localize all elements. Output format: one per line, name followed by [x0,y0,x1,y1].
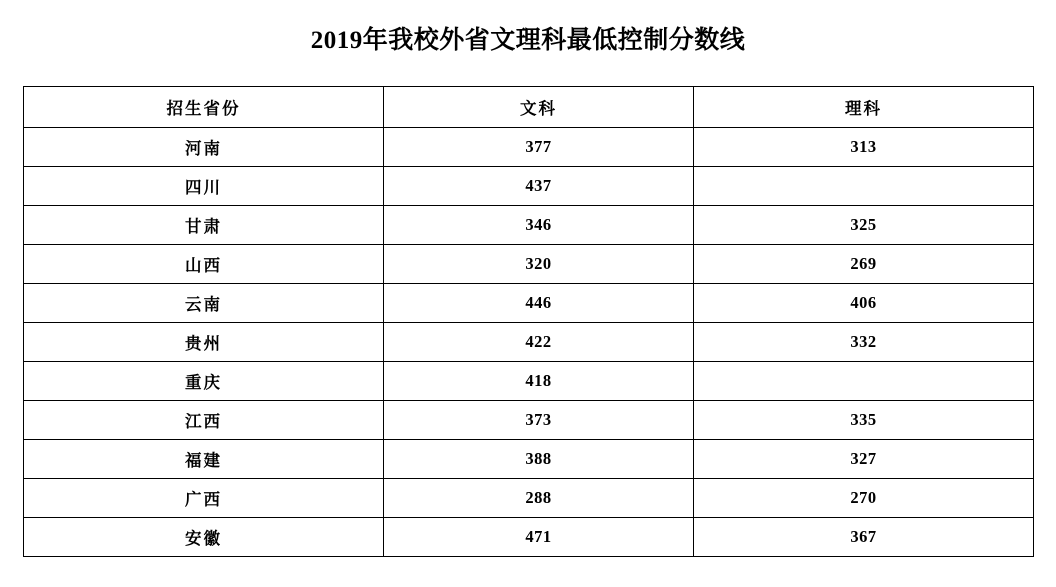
cell-science-score [694,167,1034,206]
table-row [24,479,1034,518]
cell-science-score: 332 [694,323,1034,362]
cell-science-score: 270 [694,479,1034,518]
column-header-science: 理科 [694,87,1034,128]
table-row [24,167,1034,206]
score-table-container [23,86,1033,557]
cell-liberal-score: 446 [384,284,694,323]
table-row [24,362,1034,401]
cell-science-score: 367 [694,518,1034,557]
cell-liberal-score: 373 [384,401,694,440]
column-header-province: 招生省份 [24,87,384,128]
cell-province: 贵州 [24,323,384,362]
cell-science-score: 269 [694,245,1034,284]
cell-science-score: 325 [694,206,1034,245]
cell-liberal-score: 388 [384,440,694,479]
cell-province: 江西 [24,401,384,440]
cell-liberal-score: 418 [384,362,694,401]
cell-province: 河南 [24,128,384,167]
cell-province: 广西 [24,479,384,518]
cell-science-score [694,362,1034,401]
cell-province: 山西 [24,245,384,284]
cell-liberal-score: 437 [384,167,694,206]
cell-liberal-score: 346 [384,206,694,245]
cell-liberal-score: 377 [384,128,694,167]
table-row [24,245,1034,284]
table-row [24,518,1034,557]
cell-science-score: 327 [694,440,1034,479]
table-row [24,284,1034,323]
cell-science-score: 335 [694,401,1034,440]
page-title: 2019年我校外省文理科最低控制分数线 [310,27,746,54]
cell-province: 安徽 [24,518,384,557]
cell-province: 重庆 [24,362,384,401]
table-row [24,401,1034,440]
table-row [24,206,1034,245]
table-header-row [24,87,1034,128]
cell-liberal-score: 320 [384,245,694,284]
cell-liberal-score: 471 [384,518,694,557]
cell-province: 四川 [24,167,384,206]
cell-liberal-score: 422 [384,323,694,362]
table-row [24,323,1034,362]
cell-province: 甘肃 [24,206,384,245]
cell-liberal-score: 288 [384,479,694,518]
table-row [24,128,1034,167]
cell-province: 云南 [24,284,384,323]
document-page [0,26,1056,587]
column-header-liberal-arts: 文科 [384,87,694,128]
table-row [24,440,1034,479]
score-table [23,86,1034,557]
cell-science-score: 406 [694,284,1034,323]
cell-science-score: 313 [694,128,1034,167]
cell-province: 福建 [24,440,384,479]
